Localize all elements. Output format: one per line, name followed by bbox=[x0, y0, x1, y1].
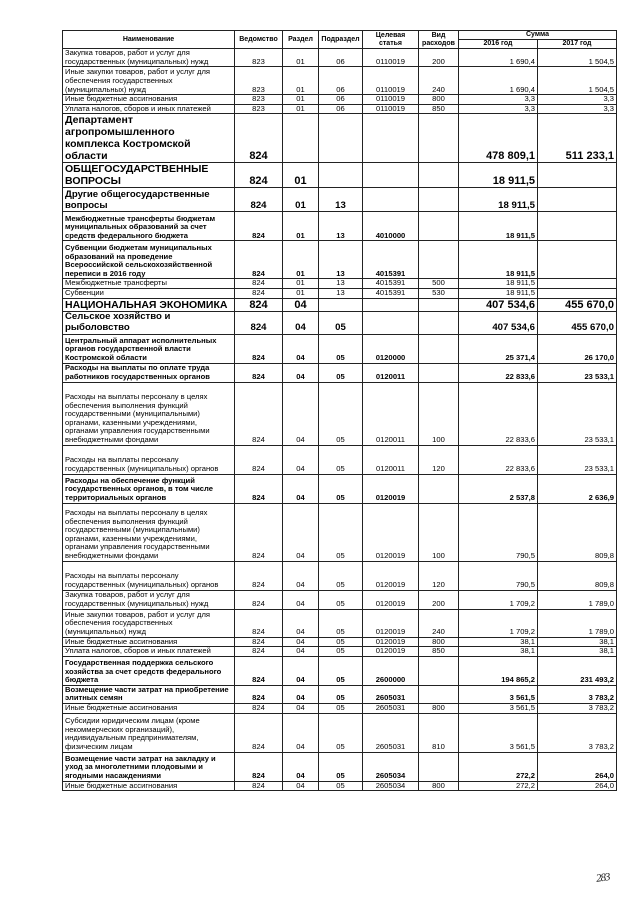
cell-target-article: 0120000 bbox=[363, 334, 419, 363]
cell-sum-2017: 1 789,0 bbox=[538, 590, 617, 609]
header-vid-line2: расходов bbox=[422, 39, 455, 47]
cell-vedomstvo: 824 bbox=[235, 647, 283, 657]
table-row bbox=[63, 637, 617, 647]
table-row bbox=[63, 752, 617, 781]
cell-sum-2016: 18 911,5 bbox=[459, 279, 538, 289]
cell-target-article bbox=[363, 163, 419, 188]
cell-podrazdel bbox=[319, 163, 363, 188]
cell-razdel: 04 bbox=[283, 781, 319, 791]
cell-sum-2017: 3 783,2 bbox=[538, 703, 617, 713]
cell-name: Закупка товаров, работ и услуг для государственных (муниципальных) нужд bbox=[63, 49, 235, 67]
cell-expense-type: 200 bbox=[419, 49, 459, 67]
cell-podrazdel: 05 bbox=[319, 703, 363, 713]
cell-sum-2017: 1 789,0 bbox=[538, 609, 617, 637]
table-row bbox=[63, 114, 617, 163]
table-row bbox=[63, 241, 617, 279]
cell-razdel: 04 bbox=[283, 590, 319, 609]
cell-vedomstvo: 823 bbox=[235, 95, 283, 105]
cell-name: Иные бюджетные ассигнования bbox=[63, 703, 235, 713]
cell-sum-2016: 18 911,5 bbox=[459, 212, 538, 241]
table-row bbox=[63, 590, 617, 609]
cell-sum-2016: 25 371,4 bbox=[459, 334, 538, 363]
cell-target-article: 0120019 bbox=[363, 609, 419, 637]
cell-razdel: 01 bbox=[283, 104, 319, 114]
table-row bbox=[63, 474, 617, 503]
cell-razdel: 04 bbox=[283, 503, 319, 561]
cell-vedomstvo: 824 bbox=[235, 241, 283, 279]
cell-sum-2016: 18 911,5 bbox=[459, 188, 538, 212]
cell-razdel: 04 bbox=[283, 363, 319, 382]
cell-razdel: 04 bbox=[283, 561, 319, 590]
cell-expense-type: 800 bbox=[419, 95, 459, 105]
cell-razdel: 04 bbox=[283, 703, 319, 713]
cell-podrazdel: 06 bbox=[319, 67, 363, 95]
cell-name: Уплата налогов, сборов и иных платежей bbox=[63, 104, 235, 114]
cell-expense-type: 240 bbox=[419, 609, 459, 637]
table-row bbox=[63, 609, 617, 637]
header-vid-line1: Вид bbox=[431, 31, 446, 39]
table-row bbox=[63, 656, 617, 685]
cell-vedomstvo: 824 bbox=[235, 713, 283, 752]
cell-vedomstvo: 823 bbox=[235, 67, 283, 95]
cell-vedomstvo: 824 bbox=[235, 163, 283, 188]
cell-expense-type bbox=[419, 212, 459, 241]
cell-vedomstvo: 824 bbox=[235, 114, 283, 163]
cell-sum-2017 bbox=[538, 212, 617, 241]
cell-expense-type: 100 bbox=[419, 503, 459, 561]
cell-name: Межбюджетные трансферты бюджетам муниципальных образований за счет средств федерального бюджета bbox=[63, 212, 235, 241]
cell-target-article: 2605031 bbox=[363, 703, 419, 713]
table-row bbox=[63, 188, 617, 212]
cell-sum-2016: 3 561,5 bbox=[459, 713, 538, 752]
cell-expense-type: 500 bbox=[419, 279, 459, 289]
table-row bbox=[63, 647, 617, 657]
table-row bbox=[63, 288, 617, 298]
cell-podrazdel: 13 bbox=[319, 212, 363, 241]
cell-sum-2016: 22 833,6 bbox=[459, 382, 538, 445]
cell-podrazdel: 05 bbox=[319, 713, 363, 752]
table-row bbox=[63, 49, 617, 67]
cell-razdel: 04 bbox=[283, 637, 319, 647]
cell-podrazdel: 13 bbox=[319, 279, 363, 289]
cell-razdel: 01 bbox=[283, 279, 319, 289]
cell-sum-2017: 23 533,1 bbox=[538, 363, 617, 382]
cell-vedomstvo: 824 bbox=[235, 474, 283, 503]
header-2016: 2016 год bbox=[459, 40, 538, 49]
cell-target-article bbox=[363, 311, 419, 334]
cell-name: Государственная поддержка сельского хозяйства за счет средств федерального бюджета bbox=[63, 656, 235, 685]
table-row bbox=[63, 163, 617, 188]
cell-name: НАЦИОНАЛЬНАЯ ЭКОНОМИКА bbox=[63, 298, 235, 311]
cell-target-article: 2605031 bbox=[363, 713, 419, 752]
cell-razdel: 04 bbox=[283, 298, 319, 311]
cell-vedomstvo: 824 bbox=[235, 561, 283, 590]
cell-target-article: 0120019 bbox=[363, 561, 419, 590]
cell-podrazdel: 05 bbox=[319, 781, 363, 791]
cell-sum-2016: 2 537,8 bbox=[459, 474, 538, 503]
cell-podrazdel: 06 bbox=[319, 49, 363, 67]
cell-podrazdel: 05 bbox=[319, 503, 363, 561]
table-row bbox=[63, 334, 617, 363]
cell-razdel: 01 bbox=[283, 49, 319, 67]
cell-name: Другие общегосударственные вопросы bbox=[63, 188, 235, 212]
cell-expense-type: 240 bbox=[419, 67, 459, 95]
cell-name: Расходы на обеспечение функций государственных органов, в том числе территориальных органов bbox=[63, 474, 235, 503]
cell-target-article: 4015391 bbox=[363, 241, 419, 279]
cell-expense-type bbox=[419, 188, 459, 212]
cell-vedomstvo: 824 bbox=[235, 363, 283, 382]
cell-podrazdel: 05 bbox=[319, 311, 363, 334]
table-row bbox=[63, 67, 617, 95]
table-row bbox=[63, 279, 617, 289]
cell-podrazdel bbox=[319, 298, 363, 311]
cell-sum-2016: 38,1 bbox=[459, 637, 538, 647]
table-row bbox=[63, 298, 617, 311]
cell-sum-2017: 23 533,1 bbox=[538, 382, 617, 445]
cell-sum-2016: 272,2 bbox=[459, 752, 538, 781]
cell-expense-type: 800 bbox=[419, 637, 459, 647]
cell-name: Уплата налогов, сборов и иных платежей bbox=[63, 647, 235, 657]
table-row bbox=[63, 503, 617, 561]
cell-vedomstvo: 824 bbox=[235, 637, 283, 647]
cell-expense-type: 800 bbox=[419, 781, 459, 791]
cell-expense-type bbox=[419, 311, 459, 334]
cell-razdel: 04 bbox=[283, 752, 319, 781]
cell-razdel: 01 bbox=[283, 95, 319, 105]
cell-expense-type bbox=[419, 752, 459, 781]
cell-expense-type: 810 bbox=[419, 713, 459, 752]
cell-razdel: 04 bbox=[283, 656, 319, 685]
cell-sum-2017: 3,3 bbox=[538, 95, 617, 105]
cell-name: Субвенции bbox=[63, 288, 235, 298]
cell-sum-2017: 511 233,1 bbox=[538, 114, 617, 163]
cell-podrazdel: 05 bbox=[319, 590, 363, 609]
cell-podrazdel: 05 bbox=[319, 561, 363, 590]
cell-razdel: 04 bbox=[283, 685, 319, 703]
cell-expense-type: 530 bbox=[419, 288, 459, 298]
cell-sum-2016: 407 534,6 bbox=[459, 298, 538, 311]
cell-podrazdel: 13 bbox=[319, 288, 363, 298]
cell-razdel: 04 bbox=[283, 713, 319, 752]
cell-podrazdel: 13 bbox=[319, 241, 363, 279]
table-row bbox=[63, 713, 617, 752]
cell-podrazdel: 05 bbox=[319, 752, 363, 781]
cell-target-article: 0120011 bbox=[363, 445, 419, 474]
cell-name: Иные бюджетные ассигнования bbox=[63, 781, 235, 791]
cell-name: Иные бюджетные ассигнования bbox=[63, 637, 235, 647]
cell-target-article: 0110019 bbox=[363, 104, 419, 114]
table-row bbox=[63, 95, 617, 105]
cell-expense-type bbox=[419, 114, 459, 163]
cell-sum-2017 bbox=[538, 288, 617, 298]
table-row bbox=[63, 104, 617, 114]
cell-sum-2016: 3 561,5 bbox=[459, 703, 538, 713]
header-target-line2: статья bbox=[378, 39, 403, 47]
cell-sum-2016: 1 709,2 bbox=[459, 609, 538, 637]
cell-podrazdel: 06 bbox=[319, 95, 363, 105]
cell-sum-2016: 22 833,6 bbox=[459, 445, 538, 474]
cell-expense-type bbox=[419, 474, 459, 503]
cell-sum-2016: 478 809,1 bbox=[459, 114, 538, 163]
cell-sum-2017: 3 783,2 bbox=[538, 685, 617, 703]
table-row bbox=[63, 311, 617, 334]
cell-expense-type: 120 bbox=[419, 445, 459, 474]
cell-name: Иные закупки товаров, работ и услуг для обеспечения государственных (муниципальных) нужд bbox=[63, 67, 235, 95]
cell-name: Расходы на выплаты персоналу в целях обеспечения выполнения функций государственными (муниципальными) органами, казенными учреждениями, органами управления государственными внебюджетными фондами bbox=[63, 503, 235, 561]
cell-name: Расходы на выплаты по оплате труда работников государственных органов bbox=[63, 363, 235, 382]
cell-razdel: 01 bbox=[283, 188, 319, 212]
cell-target-article: 0120019 bbox=[363, 474, 419, 503]
cell-podrazdel: 05 bbox=[319, 685, 363, 703]
cell-target-article: 0120019 bbox=[363, 637, 419, 647]
cell-target-article bbox=[363, 188, 419, 212]
cell-vedomstvo: 823 bbox=[235, 104, 283, 114]
cell-name: ОБЩЕГОСУДАРСТВЕННЫЕ ВОПРОСЫ bbox=[63, 163, 235, 188]
cell-sum-2017: 264,0 bbox=[538, 752, 617, 781]
cell-sum-2017: 23 533,1 bbox=[538, 445, 617, 474]
table-row bbox=[63, 703, 617, 713]
cell-sum-2017 bbox=[538, 241, 617, 279]
table-row bbox=[63, 561, 617, 590]
table-row bbox=[63, 363, 617, 382]
table-header bbox=[63, 31, 617, 49]
cell-podrazdel: 05 bbox=[319, 656, 363, 685]
cell-target-article: 2605034 bbox=[363, 752, 419, 781]
cell-target-article: 0120011 bbox=[363, 363, 419, 382]
header-podrazdel: Подраздел bbox=[319, 31, 363, 49]
cell-sum-2017: 38,1 bbox=[538, 637, 617, 647]
cell-expense-type bbox=[419, 334, 459, 363]
cell-sum-2016: 194 865,2 bbox=[459, 656, 538, 685]
cell-podrazdel: 05 bbox=[319, 363, 363, 382]
header-razdel: Раздел bbox=[283, 31, 319, 49]
cell-sum-2017: 2 636,9 bbox=[538, 474, 617, 503]
cell-podrazdel bbox=[319, 114, 363, 163]
cell-sum-2016: 3 561,5 bbox=[459, 685, 538, 703]
cell-razdel: 01 bbox=[283, 288, 319, 298]
cell-vedomstvo: 824 bbox=[235, 279, 283, 289]
cell-podrazdel: 05 bbox=[319, 382, 363, 445]
cell-target-article: 0120011 bbox=[363, 382, 419, 445]
cell-vedomstvo: 824 bbox=[235, 212, 283, 241]
cell-sum-2016: 1 690,4 bbox=[459, 49, 538, 67]
cell-target-article: 0110019 bbox=[363, 95, 419, 105]
cell-razdel: 01 bbox=[283, 241, 319, 279]
cell-name: Иные закупки товаров, работ и услуг для обеспечения государственных (муниципальных) нужд bbox=[63, 609, 235, 637]
cell-sum-2017: 264,0 bbox=[538, 781, 617, 791]
cell-vedomstvo: 824 bbox=[235, 609, 283, 637]
cell-podrazdel: 05 bbox=[319, 334, 363, 363]
cell-razdel: 04 bbox=[283, 647, 319, 657]
cell-sum-2017: 455 670,0 bbox=[538, 311, 617, 334]
header-target-article bbox=[363, 31, 419, 49]
cell-razdel: 01 bbox=[283, 212, 319, 241]
cell-razdel: 04 bbox=[283, 445, 319, 474]
cell-razdel: 01 bbox=[283, 163, 319, 188]
cell-target-article: 0120019 bbox=[363, 590, 419, 609]
cell-target-article bbox=[363, 298, 419, 311]
header-target-line1: Целевая bbox=[375, 31, 406, 39]
cell-vedomstvo: 824 bbox=[235, 656, 283, 685]
table-row bbox=[63, 445, 617, 474]
cell-name: Иные бюджетные ассигнования bbox=[63, 95, 235, 105]
cell-expense-type bbox=[419, 363, 459, 382]
cell-sum-2017 bbox=[538, 163, 617, 188]
cell-expense-type: 850 bbox=[419, 104, 459, 114]
cell-sum-2016: 18 911,5 bbox=[459, 288, 538, 298]
cell-sum-2016: 38,1 bbox=[459, 647, 538, 657]
cell-name: Расходы на выплаты персоналу в целях обеспечения выполнения функций государственными (муниципальными) органами, казенными учреждениями, органами управления государственными внебюджетными фондами bbox=[63, 382, 235, 445]
cell-name: Возмещение части затрат на приобретение элитных семян bbox=[63, 685, 235, 703]
cell-sum-2017: 3 783,2 bbox=[538, 713, 617, 752]
cell-name: Центральный аппарат исполнительных органов государственной власти Костромской области bbox=[63, 334, 235, 363]
cell-sum-2017: 809,8 bbox=[538, 561, 617, 590]
cell-podrazdel: 05 bbox=[319, 647, 363, 657]
cell-sum-2017: 1 504,5 bbox=[538, 49, 617, 67]
table-row bbox=[63, 781, 617, 791]
cell-target-article: 4010000 bbox=[363, 212, 419, 241]
table-row bbox=[63, 685, 617, 703]
cell-vedomstvo: 824 bbox=[235, 382, 283, 445]
cell-sum-2017: 1 504,5 bbox=[538, 67, 617, 95]
cell-name: Сельское хозяйство и рыболовство bbox=[63, 311, 235, 334]
cell-target-article: 0120019 bbox=[363, 503, 419, 561]
cell-sum-2016: 22 833,6 bbox=[459, 363, 538, 382]
cell-sum-2017 bbox=[538, 188, 617, 212]
cell-target-article: 4015391 bbox=[363, 279, 419, 289]
cell-name: Возмещение части затрат на закладку и уход за многолетними плодовыми и ягодными насаждениями bbox=[63, 752, 235, 781]
cell-expense-type bbox=[419, 163, 459, 188]
cell-sum-2016: 3,3 bbox=[459, 104, 538, 114]
table-row bbox=[63, 382, 617, 445]
cell-sum-2016: 790,5 bbox=[459, 503, 538, 561]
cell-target-article bbox=[363, 114, 419, 163]
cell-vedomstvo: 824 bbox=[235, 334, 283, 363]
cell-name: Расходы на выплаты персоналу государственных (муниципальных) органов bbox=[63, 445, 235, 474]
cell-podrazdel: 13 bbox=[319, 188, 363, 212]
cell-vedomstvo: 824 bbox=[235, 188, 283, 212]
cell-name: Субвенции бюджетам муниципальных образований на проведение Всероссийской сельскохозяйственной переписи в 2016 году bbox=[63, 241, 235, 279]
cell-razdel: 04 bbox=[283, 474, 319, 503]
cell-sum-2016: 272,2 bbox=[459, 781, 538, 791]
handwritten-page-number: 283 bbox=[595, 871, 611, 885]
cell-vedomstvo: 824 bbox=[235, 703, 283, 713]
cell-vedomstvo: 824 bbox=[235, 503, 283, 561]
cell-sum-2016: 407 534,6 bbox=[459, 311, 538, 334]
budget-table bbox=[62, 30, 617, 791]
cell-sum-2017: 809,8 bbox=[538, 503, 617, 561]
header-name: Наименование bbox=[63, 31, 235, 49]
cell-expense-type bbox=[419, 298, 459, 311]
cell-name: Межбюджетные трансферты bbox=[63, 279, 235, 289]
header-2017: 2017 год bbox=[538, 40, 617, 49]
cell-name: Расходы на выплаты персоналу государственных (муниципальных) органов bbox=[63, 561, 235, 590]
cell-razdel: 04 bbox=[283, 311, 319, 334]
budget-page bbox=[62, 30, 616, 791]
cell-vedomstvo: 824 bbox=[235, 781, 283, 791]
cell-target-article: 0120019 bbox=[363, 647, 419, 657]
cell-podrazdel: 05 bbox=[319, 609, 363, 637]
cell-razdel: 04 bbox=[283, 334, 319, 363]
cell-sum-2017: 231 493,2 bbox=[538, 656, 617, 685]
cell-target-article: 2605034 bbox=[363, 781, 419, 791]
cell-vedomstvo: 824 bbox=[235, 590, 283, 609]
cell-vedomstvo: 824 bbox=[235, 752, 283, 781]
cell-name: Субсидии юридическим лицам (кроме некоммерческих организаций), индивидуальным предпринимателям, физическим лицам bbox=[63, 713, 235, 752]
cell-vedomstvo: 824 bbox=[235, 288, 283, 298]
table-body bbox=[63, 49, 617, 791]
cell-razdel: 04 bbox=[283, 382, 319, 445]
cell-name: Департамент агропромышленного комплекса Костромской области bbox=[63, 114, 235, 163]
cell-expense-type: 120 bbox=[419, 561, 459, 590]
cell-expense-type bbox=[419, 241, 459, 279]
cell-expense-type: 850 bbox=[419, 647, 459, 657]
cell-target-article: 0110019 bbox=[363, 67, 419, 95]
cell-vedomstvo: 824 bbox=[235, 298, 283, 311]
cell-sum-2016: 1 690,4 bbox=[459, 67, 538, 95]
cell-vedomstvo: 824 bbox=[235, 311, 283, 334]
cell-sum-2016: 1 709,2 bbox=[459, 590, 538, 609]
cell-sum-2016: 18 911,5 bbox=[459, 241, 538, 279]
cell-vedomstvo: 824 bbox=[235, 685, 283, 703]
cell-target-article: 0110019 bbox=[363, 49, 419, 67]
cell-expense-type: 800 bbox=[419, 703, 459, 713]
cell-target-article: 2605031 bbox=[363, 685, 419, 703]
cell-sum-2017: 3,3 bbox=[538, 104, 617, 114]
cell-razdel bbox=[283, 114, 319, 163]
cell-vedomstvo: 823 bbox=[235, 49, 283, 67]
cell-vedomstvo: 824 bbox=[235, 445, 283, 474]
cell-razdel: 01 bbox=[283, 67, 319, 95]
cell-razdel: 04 bbox=[283, 609, 319, 637]
cell-podrazdel: 06 bbox=[319, 104, 363, 114]
table-row bbox=[63, 212, 617, 241]
cell-podrazdel: 05 bbox=[319, 474, 363, 503]
header-vedomstvo: Ведомство bbox=[235, 31, 283, 49]
cell-expense-type: 200 bbox=[419, 590, 459, 609]
cell-sum-2017: 455 670,0 bbox=[538, 298, 617, 311]
cell-expense-type: 100 bbox=[419, 382, 459, 445]
cell-expense-type bbox=[419, 656, 459, 685]
cell-target-article: 4015391 bbox=[363, 288, 419, 298]
cell-sum-2016: 18 911,5 bbox=[459, 163, 538, 188]
cell-name: Закупка товаров, работ и услуг для государственных (муниципальных) нужд bbox=[63, 590, 235, 609]
header-summa: Сумма bbox=[459, 31, 617, 40]
cell-podrazdel: 05 bbox=[319, 637, 363, 647]
cell-sum-2017 bbox=[538, 279, 617, 289]
cell-expense-type bbox=[419, 685, 459, 703]
cell-podrazdel: 05 bbox=[319, 445, 363, 474]
cell-sum-2016: 3,3 bbox=[459, 95, 538, 105]
cell-sum-2017: 38,1 bbox=[538, 647, 617, 657]
cell-sum-2017: 26 170,0 bbox=[538, 334, 617, 363]
cell-target-article: 2600000 bbox=[363, 656, 419, 685]
header-expense-type bbox=[419, 31, 459, 49]
cell-sum-2016: 790,5 bbox=[459, 561, 538, 590]
